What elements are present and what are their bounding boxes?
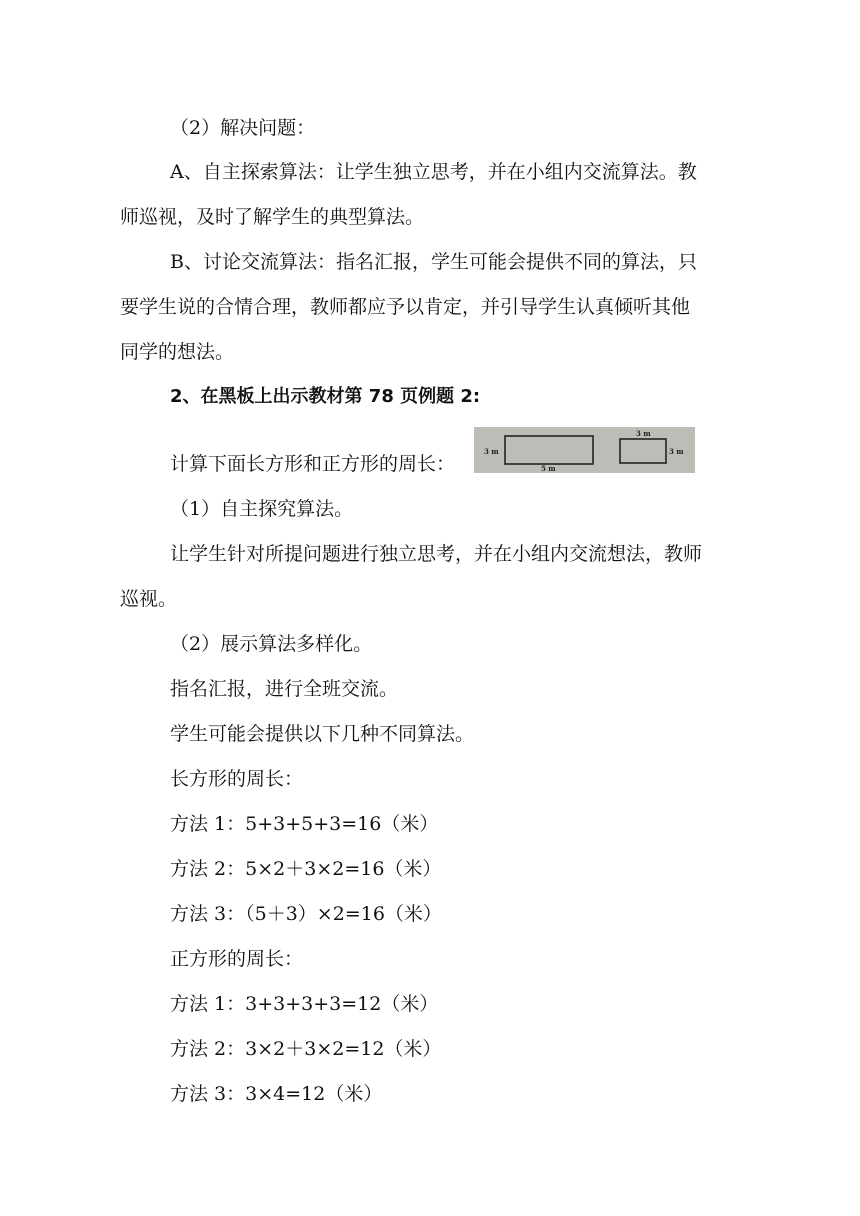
square-top-label: 3 m xyxy=(636,429,651,438)
step-explore-line-2: 巡视。 xyxy=(120,588,178,610)
section-heading-solve: （2）解决问题： xyxy=(170,117,316,139)
step-show-heading: （2）展示算法多样化。 xyxy=(170,633,373,655)
step-show-line-1: 指名汇报，进行全班交流。 xyxy=(170,678,399,700)
paragraph-b-line-1: B、讨论交流算法：指名汇报，学生可能会提供不同的算法，只 xyxy=(170,251,697,273)
square-perimeter-heading: 正方形的周长： xyxy=(170,948,304,970)
square-method-2: 方法 2：3×2＋3×2=12（米） xyxy=(170,1038,442,1060)
rectangle-square-diagram xyxy=(474,427,695,473)
rectangle-method-2: 方法 2：5×2＋3×2=16（米） xyxy=(170,858,442,880)
rectangle-method-3: 方法 3：（5＋3）×2=16（米） xyxy=(170,903,442,925)
rectangle-shape xyxy=(505,436,593,464)
rectangle-perimeter-heading: 长方形的周长： xyxy=(170,768,304,790)
paragraph-a-line-2: 师巡视，及时了解学生的典型算法。 xyxy=(120,206,425,228)
square-side-label: 3 m xyxy=(669,447,684,456)
section-heading-example: 2、在黑板上出示教材第 78 页例题 2: xyxy=(170,386,481,407)
square-method-1: 方法 1：3+3+3+3=12（米） xyxy=(170,993,439,1015)
paragraph-a-line-1: A、自主探索算法：让学生独立思考，并在小组内交流算法。教 xyxy=(170,161,697,183)
rect-width-label: 5 m xyxy=(541,464,556,473)
rect-height-label: 3 m xyxy=(484,447,499,456)
square-shape xyxy=(620,439,666,463)
step-explore-heading: （1）自主探究算法。 xyxy=(170,498,354,520)
paragraph-b-line-2: 要学生说的合情合理，教师都应予以肯定，并引导学生认真倾听其他 xyxy=(120,296,691,318)
step-show-line-2: 学生可能会提供以下几种不同算法。 xyxy=(170,723,475,745)
paragraph-b-line-3: 同学的想法。 xyxy=(120,341,235,363)
textbook-figure xyxy=(474,427,695,473)
square-method-3: 方法 3：3×4=12（米） xyxy=(170,1083,383,1105)
rectangle-method-1: 方法 1：5+3+5+3=16（米） xyxy=(170,813,439,835)
step-explore-line-1: 让学生针对所提问题进行独立思考，并在小组内交流想法，教师 xyxy=(170,543,703,565)
example-prompt: 计算下面长方形和正方形的周长： xyxy=(170,453,456,475)
